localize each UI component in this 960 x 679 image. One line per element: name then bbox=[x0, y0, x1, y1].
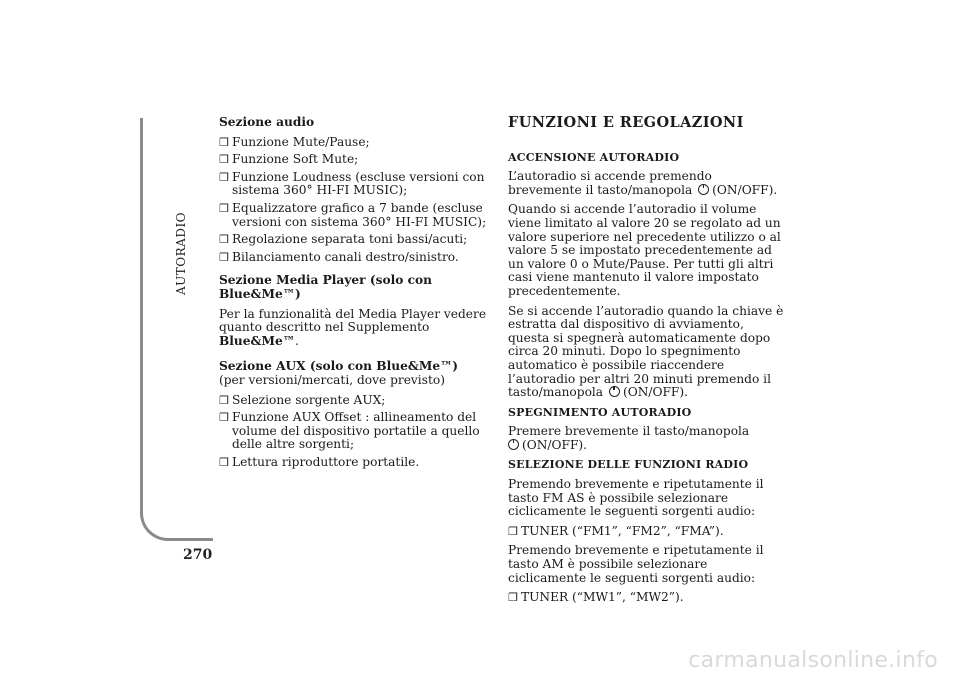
site-watermark: carmanualsonline.info bbox=[688, 648, 938, 673]
aux-feature-list bbox=[219, 394, 501, 470]
power-knob-icon bbox=[698, 184, 709, 195]
list-item: ❒ Regolazione separata toni bassi/acuti; bbox=[219, 232, 468, 247]
am-selection-text: Premendo brevemente e ripetutamente il tasto AM è possibile selezionare ciclicamente le seguenti sorgenti audio: bbox=[508, 543, 764, 585]
checkbox-bullet-icon: ❒ bbox=[219, 250, 229, 264]
fm-selection-text: Premendo brevemente e ripetutamente il tasto FM AS è possibile selezionare ciclicamente le seguenti sorgenti audio: bbox=[508, 477, 764, 519]
audio-feature-list bbox=[219, 136, 501, 265]
aux-availability-note: (per versioni/mercati, dove previsto) bbox=[219, 372, 445, 387]
checkbox-bullet-icon: ❒ bbox=[219, 233, 229, 247]
power-off-heading: SPEGNIMENTO AUTORADIO bbox=[508, 405, 692, 419]
list-item: ❒ Funzione Loudness (escluse versioni con sistema 360° HI-FI MUSIC); bbox=[219, 169, 485, 198]
checkbox-bullet-icon: ❒ bbox=[219, 201, 229, 215]
power-off-text: Premere brevemente il tasto/manopola (ON/OFF). bbox=[508, 424, 750, 452]
media-player-heading: Sezione Media Player (solo con Blue&Me™) bbox=[219, 273, 432, 301]
list-item: ❒ Selezione sorgente AUX; bbox=[219, 392, 386, 407]
checkbox-bullet-icon: ❒ bbox=[219, 411, 229, 425]
page-number: 270 bbox=[183, 547, 213, 563]
list-item: ❒ Funzione Soft Mute; bbox=[219, 152, 359, 167]
power-on-text-2: Quando si accende l’autoradio il volume viene limitato al valore 20 se regolato ad un valore superiore nel precedente utilizzo o al valore 5 se impostato precedentemente ad un valore 0 o Mute/Pause. Per tutti gli altri casi viene mantenuto il valore impostato precedentemente. bbox=[508, 202, 781, 298]
checkbox-bullet-icon: ❒ bbox=[219, 135, 229, 149]
list-item: ❒ Funzione Mute/Pause; bbox=[219, 134, 370, 149]
list-item: ❒ Funzione AUX Offset : allineamento del volume del dispositivo portatile a quello delle altre sorgenti; bbox=[219, 410, 480, 452]
aux-section-heading: Sezione AUX (solo con Blue&Me™) bbox=[219, 359, 459, 374]
power-knob-icon bbox=[508, 439, 519, 450]
checkbox-bullet-icon: ❒ bbox=[508, 524, 518, 538]
list-item: ❒ TUNER (“FM1”, “FM2”, “FMA”). bbox=[508, 523, 724, 538]
checkbox-bullet-icon: ❒ bbox=[219, 393, 229, 407]
side-chapter-label: AUTORADIO bbox=[174, 211, 188, 295]
power-knob-icon bbox=[609, 386, 620, 397]
power-on-text-1: L’autoradio si accende premendo brevemente il tasto/manopola (ON/OFF). bbox=[508, 169, 778, 197]
audio-section-heading: Sezione audio bbox=[219, 115, 315, 129]
power-on-heading: ACCENSIONE AUTORADIO bbox=[508, 150, 680, 164]
page-border-line bbox=[140, 118, 213, 541]
list-item: ❒ Equalizzatore grafico a 7 bande (escluse versioni con sistema 360° HI-FI MUSIC); bbox=[219, 200, 487, 229]
right-column bbox=[508, 116, 788, 611]
am-source-list bbox=[508, 591, 788, 605]
checkbox-bullet-icon: ❒ bbox=[508, 591, 518, 605]
fm-source-list bbox=[508, 525, 788, 539]
list-item: ❒ TUNER (“MW1”, “MW2”). bbox=[508, 590, 684, 605]
left-column bbox=[219, 116, 501, 475]
checkbox-bullet-icon: ❒ bbox=[219, 455, 229, 469]
checkbox-bullet-icon: ❒ bbox=[219, 153, 229, 167]
list-item: ❒ Bilanciamento canali destro/sinistro. bbox=[219, 249, 459, 264]
list-item: ❒ Lettura riproduttore portatile. bbox=[219, 454, 420, 469]
checkbox-bullet-icon: ❒ bbox=[219, 170, 229, 184]
page-title: FUNZIONI E REGOLAZIONI bbox=[508, 114, 744, 131]
radio-functions-heading: SELEZIONE DELLE FUNZIONI RADIO bbox=[508, 458, 749, 472]
power-on-text-3: Se si accende l’autoradio quando la chiave è estratta dal dispositivo di avviamento, questa si spegnerà automaticamente dopo circa 20 minuti. Dopo lo spegnimento automatico è possibile riaccendere l’autoradio per altri 20 minuti premendo il tasto/manopola (ON/OFF). bbox=[508, 303, 784, 400]
media-player-text: Per la funzionalità del Media Player vedere quanto descritto nel Supplemento Blue&Me™. bbox=[219, 306, 487, 348]
